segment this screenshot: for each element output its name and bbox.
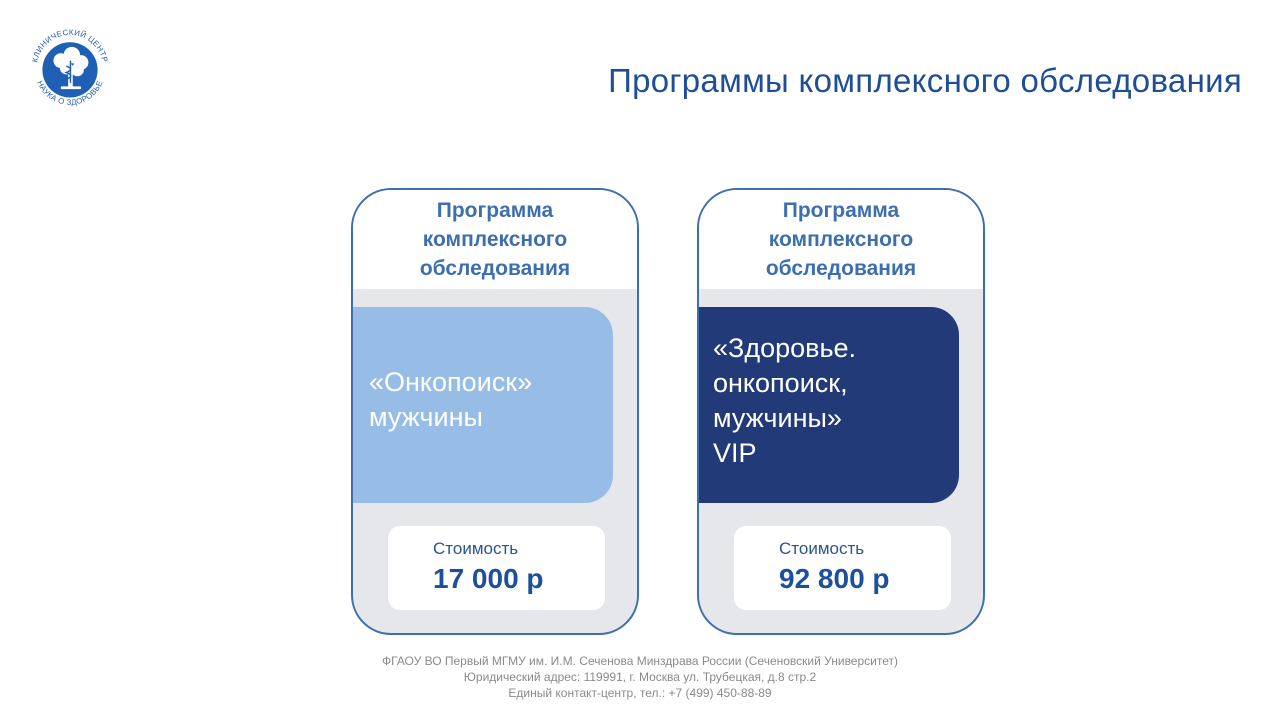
program-card-oncosearch[interactable]	[351, 188, 639, 635]
footer-contact-line: Единый контакт-центр, тел.: +7 (499) 450-88-89	[508, 686, 772, 700]
card-header-line: комплексного	[768, 228, 914, 251]
price-label: Стоимость	[433, 539, 519, 558]
logo-top-text: КЛИНИЧЕСКИЙ ЦЕНТР	[30, 27, 110, 64]
card-header-line: Программа	[436, 199, 554, 222]
price-box	[388, 526, 605, 610]
price-value: 17 000 р	[433, 563, 544, 594]
footer	[0, 653, 1280, 701]
card-header-line: Программа	[782, 199, 900, 222]
card-header-line: обследования	[419, 257, 571, 280]
program-name-line: VIP	[713, 438, 757, 468]
clinic-logo	[24, 22, 116, 114]
program-name-line: мужчины	[369, 402, 483, 432]
program-name-line: мужчины»	[713, 403, 842, 433]
card-header-line: обследования	[765, 257, 917, 280]
card-header	[353, 190, 637, 289]
price-box	[734, 526, 951, 610]
price-value: 92 800 р	[779, 563, 890, 594]
program-name-line: «Здоровье.	[713, 333, 857, 363]
price-label: Стоимость	[779, 539, 865, 558]
footer-org-line: ФГАОУ ВО Первый МГМУ им. И.М. Сеченова Минздрава России (Сеченовский Университет)	[382, 654, 898, 668]
program-card-health-vip[interactable]	[697, 188, 985, 635]
card-header	[699, 190, 983, 289]
program-name-line: «Онкопоиск»	[369, 367, 533, 397]
page-title: Программы комплексного обследования	[608, 62, 1242, 99]
card-header-line: комплексного	[422, 228, 568, 251]
program-name-box	[697, 307, 959, 503]
program-name-box	[351, 307, 613, 503]
program-name-line: онкопоиск,	[713, 368, 848, 398]
footer-address-line: Юридический адрес: 119991, г. Москва ул. Трубецкая, д.8 стр.2	[463, 670, 817, 684]
logo-bottom-text: НАУКА О ЗДОРОВЬЕ	[35, 79, 105, 107]
